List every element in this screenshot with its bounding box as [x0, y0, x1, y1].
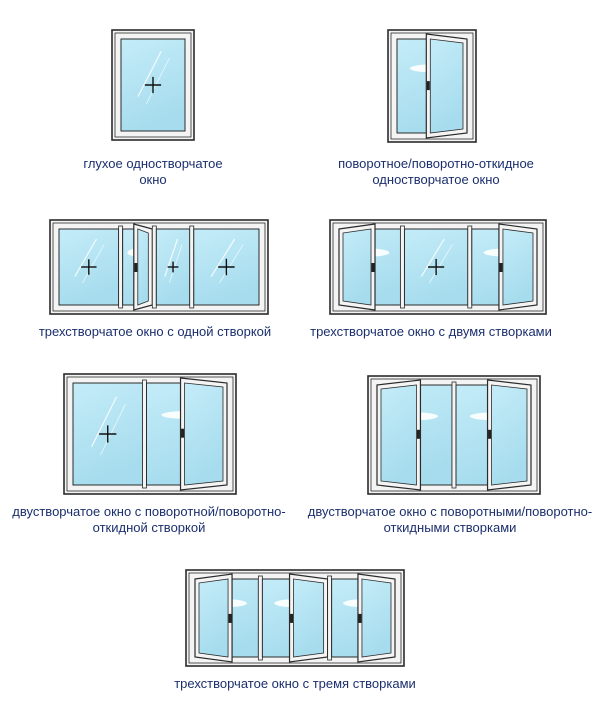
window-double-one-sash: [60, 370, 240, 500]
window-pane-swing: [146, 378, 227, 490]
open-sash-glass: [492, 385, 527, 485]
window-single-fixed-drawing: [108, 26, 198, 144]
caption-triple-one-sash: [16, 324, 294, 340]
window-single-fixed: [108, 26, 198, 144]
window-triple-one-sash: [46, 216, 272, 320]
window-mullion: [452, 382, 456, 488]
open-sash-glass: [503, 229, 533, 305]
window-pane-fixed: [194, 229, 259, 305]
sash-handle: [372, 263, 375, 272]
caption-double-two-sash: [304, 504, 596, 536]
caption-double-one-sash-line-2: откидной створкой: [92, 520, 206, 535]
caption-double-two-sash-line-2: откидными створками: [383, 520, 517, 535]
window-triple-two-sash: [326, 216, 550, 320]
window-pane-fixed: [59, 229, 119, 305]
sash-handle: [488, 430, 491, 439]
window-pane-swing: [377, 380, 452, 490]
window-mullion: [258, 576, 262, 660]
caption-single-swing-line-2: одностворчатое окно: [372, 172, 500, 187]
caption-double-one-sash: [4, 504, 294, 536]
window-pane-fixed: [404, 229, 467, 305]
caption-triple-three-sash-line-1: трехстворчатое окно с тремя створками: [174, 676, 416, 691]
sash-handle: [229, 614, 232, 623]
sash-handle: [181, 429, 184, 438]
window-triple-three-sash-drawing: [182, 566, 408, 672]
window-mullion: [328, 576, 332, 660]
caption-single-fixed-line-1: глухое одностворчатое: [83, 156, 223, 171]
window-pane-swing: [332, 574, 395, 662]
window-pane-fixed: [121, 39, 185, 131]
window-pane-swing: [397, 34, 467, 138]
caption-single-fixed-line-2: окно: [139, 172, 167, 187]
window-mullion: [142, 380, 146, 488]
caption-single-fixed: [40, 156, 266, 188]
window-double-two-sash: [364, 372, 544, 500]
caption-single-swing: [322, 156, 550, 188]
sash-handle: [417, 430, 420, 439]
window-double-two-sash-drawing: [364, 372, 544, 500]
caption-double-one-sash-line-1: двустворчатое окно с поворотной/поворотно-: [12, 504, 286, 519]
caption-triple-two-sash: [300, 324, 562, 340]
window-pane-swing: [262, 574, 327, 662]
open-sash-glass: [294, 579, 324, 657]
window-mullion: [400, 226, 404, 308]
window-pane-fixed: [73, 383, 142, 485]
open-sash-glass: [138, 229, 149, 305]
open-sash-glass: [381, 385, 416, 485]
caption-triple-two-sash-line-1: трехстворчатое окно с двумя створками: [310, 324, 552, 339]
open-sash-glass: [199, 579, 228, 657]
open-sash-glass: [430, 39, 463, 133]
window-pane-swing: [195, 574, 258, 662]
window-pane-swing: [339, 224, 400, 310]
sash-handle: [290, 614, 293, 623]
sash-handle: [134, 263, 137, 272]
window-single-swing: [384, 26, 484, 148]
open-sash-glass: [362, 579, 391, 657]
sash-handle: [358, 614, 361, 623]
window-mullion: [468, 226, 472, 308]
window-triple-two-sash-drawing: [326, 216, 550, 320]
window-single-swing-drawing: [384, 26, 484, 148]
caption-triple-one-sash-line-1: трехстворчатое окно с одной створкой: [38, 324, 272, 339]
window-pane-swing: [456, 380, 531, 490]
window-mullion: [119, 226, 123, 308]
window-triple-one-sash-drawing: [46, 216, 272, 320]
window-pane-swing: [472, 224, 537, 310]
open-sash-glass: [185, 383, 223, 485]
window-triple-three-sash: [182, 566, 408, 672]
caption-triple-three-sash: [150, 676, 440, 692]
window-pane-swing: [123, 224, 153, 310]
open-sash-glass: [343, 229, 371, 305]
sash-handle: [499, 263, 502, 272]
window-mullion: [190, 226, 194, 308]
window-double-one-sash-drawing: [60, 370, 240, 500]
caption-double-two-sash-line-1: двустворчатое окно с поворотными/поворотно-: [307, 504, 593, 519]
window-pane-fixed: [156, 229, 189, 305]
window-mullion: [152, 226, 156, 308]
caption-single-swing-line-1: поворотное/поворотно-откидное: [338, 156, 534, 171]
sash-handle: [427, 81, 430, 90]
